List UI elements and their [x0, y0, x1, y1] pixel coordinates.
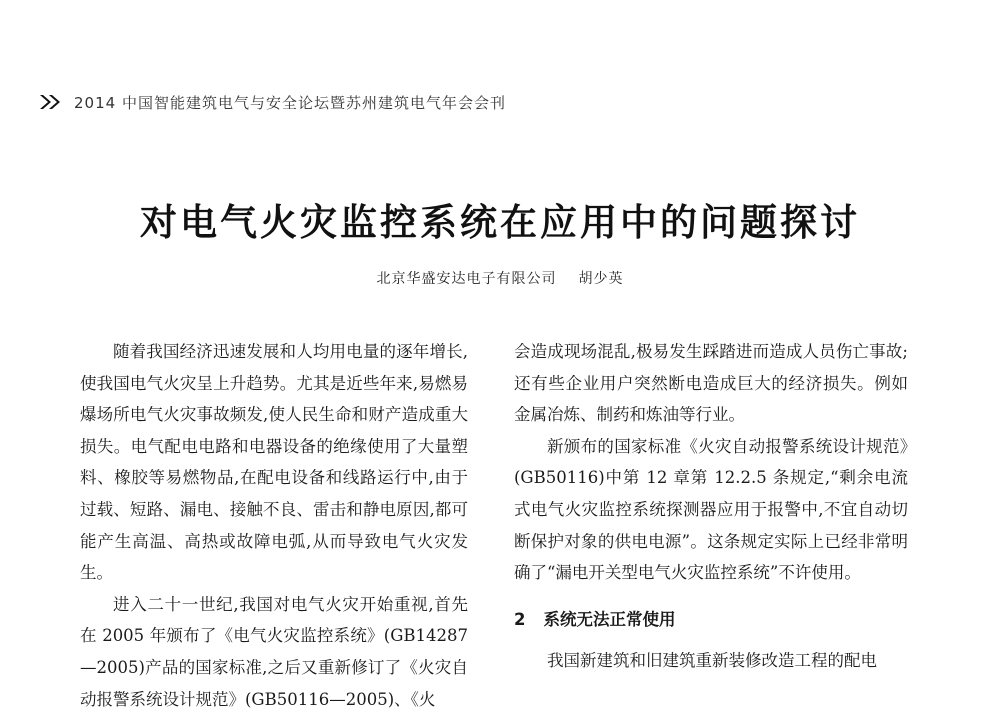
paragraph: 随着我国经济迅速发展和人均用电量的逐年增长,使我国电气火灾呈上升趋势。尤其是近些年来,易燃易爆场所电气火灾事故频发,使人民生命和财产造成重大损失。电气配电电路和电器设备的绝缘使用了大量塑料、橡胶等易燃物品,在配电设备和线路运行中,由于过载、短路、漏电、接触不良、雷击和静电原因,都可能产生高温、高热或故障电弧,从而导致电气火灾发生。: [80, 342, 468, 583]
running-header: [40, 90, 506, 114]
paragraph: 我国新建筑和旧建筑重新装修改造工程的配电: [547, 650, 877, 670]
section-title: 系统无法正常使用: [543, 609, 676, 629]
paragraph: 新颁布的国家标准《火灾自动报警系统设计规范》(GB50116)中第 12 章第 12.2.5 条规定,“剩余电流式电气火灾监控系统探测器应用于报警中,不宜自动切断保护对象的供电电源”。这条规定实际上已经非常明确了“漏电开关型电气火灾监控系统”不许使用。: [514, 436, 908, 583]
paragraph-continuation: 会造成现场混乱,极易发生踩踏进而造成人员伤亡事故;还有些企业用户突然断电造成巨大的经济损失。例如金属冶炼、制药和炼油等行业。: [514, 342, 908, 425]
right-column: [514, 336, 908, 676]
paper-title: 对电气火灾监控系统在应用中的问题探讨: [140, 201, 860, 244]
section-heading: [514, 607, 908, 633]
section-number: 2: [514, 609, 526, 629]
paragraph: 进入二十一世纪,我国对电气火灾开始重视,首先在 2005 年颁布了《电气火灾监控系统》(GB14287—2005)产品的国家标准,之后又重新修订了《火灾自动报警系统设计规范》(GB50116—2005)、《火: [80, 594, 468, 709]
author-name: 胡少英: [578, 271, 624, 287]
author-organization: 北京华盛安达电子有限公司: [376, 271, 557, 287]
byline: [0, 268, 1000, 288]
left-column: [80, 336, 468, 715]
running-header-text: 2014 中国智能建筑电气与安全论坛暨苏州建筑电气年会会刊: [74, 93, 506, 112]
double-chevron-right-icon: [40, 94, 64, 110]
